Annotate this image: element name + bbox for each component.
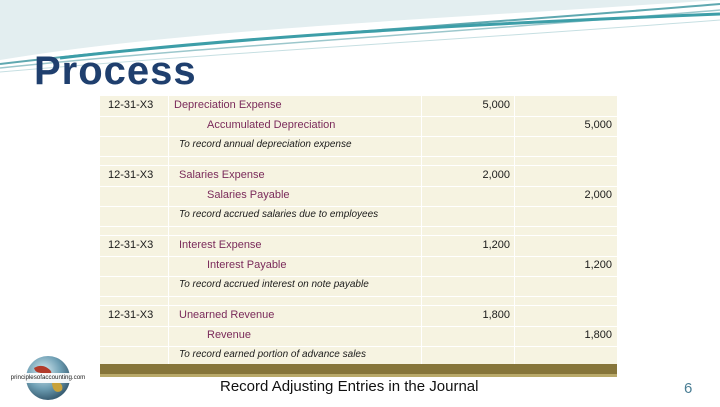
entry-memo: To record annual depreciation expense [179,139,352,150]
row-divider [100,235,617,236]
entry-memo: To record accrued interest on note payable [179,279,369,290]
debit-amount: 1,800 [482,309,510,321]
row-divider [100,276,617,277]
credit-account: Salaries Payable [207,189,290,201]
debit-amount: 1,200 [482,239,510,251]
debit-account: Unearned Revenue [179,309,275,321]
credit-amount: 1,200 [584,259,612,271]
debit-account: Salaries Expense [179,169,265,181]
credit-account: Accumulated Depreciation [207,119,336,131]
row-divider [100,326,617,327]
credit-amount: 2,000 [584,189,612,201]
row-divider [100,116,617,117]
credit-amount: 5,000 [584,119,612,131]
slide-title: Process [34,49,197,93]
table-bottom-bar-accent [100,374,617,377]
credit-account: Revenue [207,329,252,341]
site-logo [6,354,90,402]
row-divider [100,165,617,166]
entry-date: 12-31-X3 [108,169,154,181]
row-divider [100,296,617,297]
debit-account: Depreciation Expense [174,99,282,111]
row-divider [100,346,617,347]
entry-date: 12-31-X3 [108,239,154,251]
row-divider [100,206,617,207]
entry-date: 12-31-X3 [108,309,154,321]
page-number: 6 [684,380,693,397]
credit-amount: 1,800 [584,329,612,341]
table-bottom-bar [100,364,617,374]
credit-account: Interest Payable [207,259,287,271]
journal-table [100,96,617,364]
debit-account: Interest Expense [179,239,262,251]
row-divider [100,136,617,137]
row-divider [100,305,617,306]
debit-amount: 2,000 [482,169,510,181]
entry-date: 12-31-X3 [108,99,154,111]
slide-footer: Record Adjusting Entries in the Journal [220,378,479,395]
row-divider [100,186,617,187]
logo-text: principlesofaccounting.com [10,374,86,381]
entry-memo: To record accrued salaries due to employees [179,209,379,220]
debit-amount: 5,000 [482,99,510,111]
entry-memo: To record earned portion of advance sales [179,349,366,360]
row-divider [100,156,617,157]
row-divider [100,226,617,227]
row-divider [100,256,617,257]
